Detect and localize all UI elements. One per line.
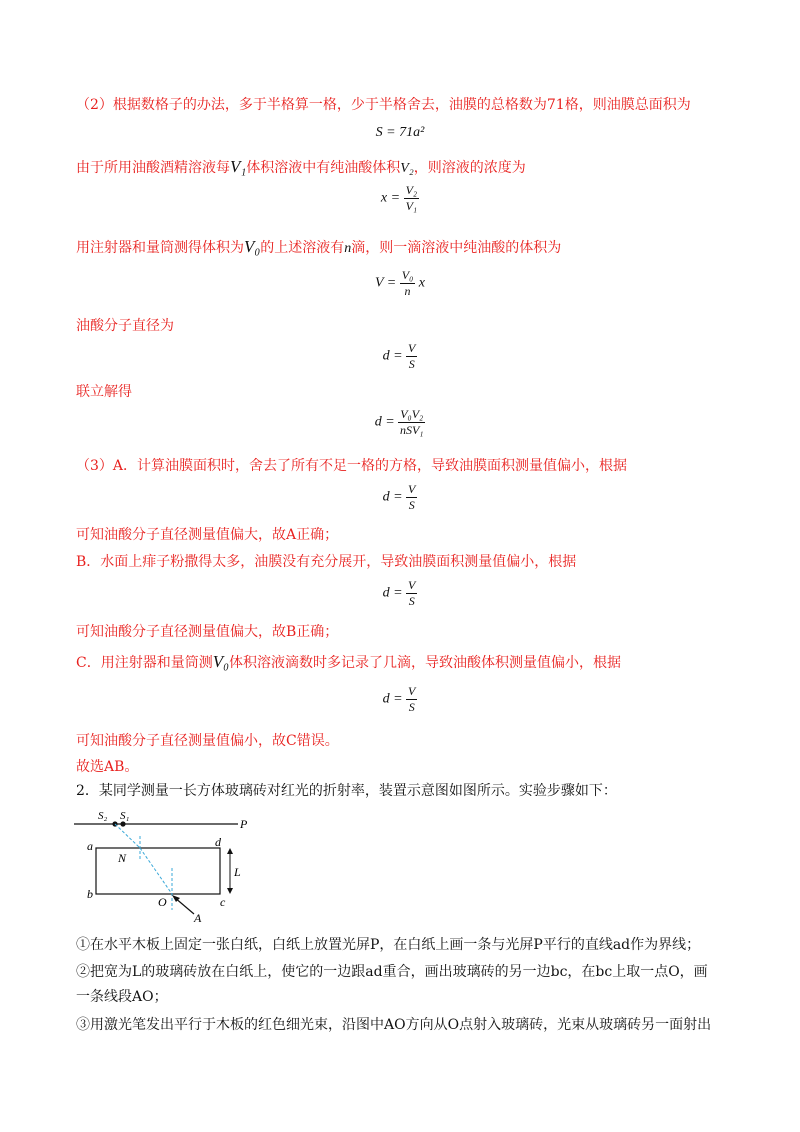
label-c: c	[220, 895, 226, 909]
solution-A-conclusion: 可知油酸分子直径测量值偏大，故A正确；	[76, 527, 339, 543]
dimension-arrow-top	[227, 848, 233, 854]
solution-part2-intro: （2）根据数格子的办法，多于半格算一格，少于半格舍去，油膜的总格数为71格，则油膜总面积为	[76, 97, 691, 113]
label-s2: S₂	[98, 810, 108, 822]
equation-concentration: x = $\frac{\text{V₂}}{\text{V₁}}$	[380, 183, 418, 213]
step-2-line2: 一条线段AO；	[76, 989, 168, 1005]
solution-part3-C: C．用注射器和量筒测V₀体积溶液滴数时多记录了几滴，导致油酸体积测量值偏小，根据	[76, 652, 622, 671]
label-l: L	[234, 865, 241, 879]
question-2-stem: 2．某同学测量一长方体玻璃砖对红光的折射率，装置示意图如图所示。实验步骤如下：	[76, 783, 617, 799]
solution-B-conclusion: 可知油酸分子直径测量值偏大，故B正确；	[76, 624, 339, 640]
solution-C-conclusion: 可知油酸分子直径测量值偏小，故C错误。	[76, 733, 339, 749]
equation-solved: d = $\frac{\text{V₀V₂}}{\text{nSV₁}}$	[374, 407, 424, 437]
step-2-line1: ②把宽为L的玻璃砖放在白纸上，使它的一边跟ad重合，画出玻璃砖的另一边bc，在bc上取一点O，画	[76, 964, 708, 980]
step-1: ①在水平木板上固定一张白纸，白纸上放置光屏P，在白纸上画一条与光屏P平行的直线ad作为界线；	[76, 937, 701, 953]
solution-part3-B: B．水面上痱子粉撒得太多，油膜没有充分展开，导致油膜面积测量值偏小，根据	[76, 554, 577, 570]
equation-diameter: d = $\frac{V}{S}$	[382, 341, 416, 371]
ray-to-screen	[115, 824, 140, 848]
dimension-arrow-bottom	[227, 888, 233, 894]
label-A: A	[194, 911, 202, 922]
solution-part3-A: （3）A．计算油膜面积时，舍去了所有不足一格的方格，导致油膜面积测量值偏小，根据	[76, 458, 628, 474]
label-p: P	[240, 817, 248, 831]
ray-in-glass	[140, 848, 172, 894]
equation-area: S = 71a²	[375, 125, 425, 140]
point-s1	[120, 821, 125, 826]
glass-brick	[96, 848, 220, 894]
label-d: d	[215, 835, 221, 849]
label-n: N	[118, 851, 127, 865]
solution-volume-text: 用注射器和量筒测得体积为V₀的上述溶液有n滴，则一滴溶液中纯油酸的体积为	[76, 237, 562, 256]
label-o: O	[158, 895, 167, 909]
solution-concentration-text: 由于所用油酸酒精溶液每V₁体积溶液中有纯油酸体积V₂，则溶液的浓度为	[76, 157, 526, 176]
solution-answer: 故选AB。	[76, 759, 139, 775]
equation-A: d = $\frac{V}{S}$	[382, 482, 416, 512]
step-3: ③用激光笔发出平行于木板的红色细光束，沿图中AO方向从O点射入玻璃砖，光束从玻璃砖另一面射出	[76, 1017, 712, 1033]
equation-B: d = $\frac{V}{S}$	[382, 578, 416, 608]
glass-brick-diagram	[70, 802, 270, 922]
solution-combine-text: 联立解得	[76, 384, 132, 400]
label-s1: S₁	[120, 810, 130, 822]
solution-diameter-text: 油酸分子直径为	[76, 318, 174, 334]
label-a: a	[87, 839, 93, 853]
equation-drop-volume: V = $\frac{\text{V₀}}{n}$ x	[375, 268, 425, 298]
label-b: b	[87, 887, 93, 901]
equation-C: d = $\frac{V}{S}$	[382, 684, 416, 714]
